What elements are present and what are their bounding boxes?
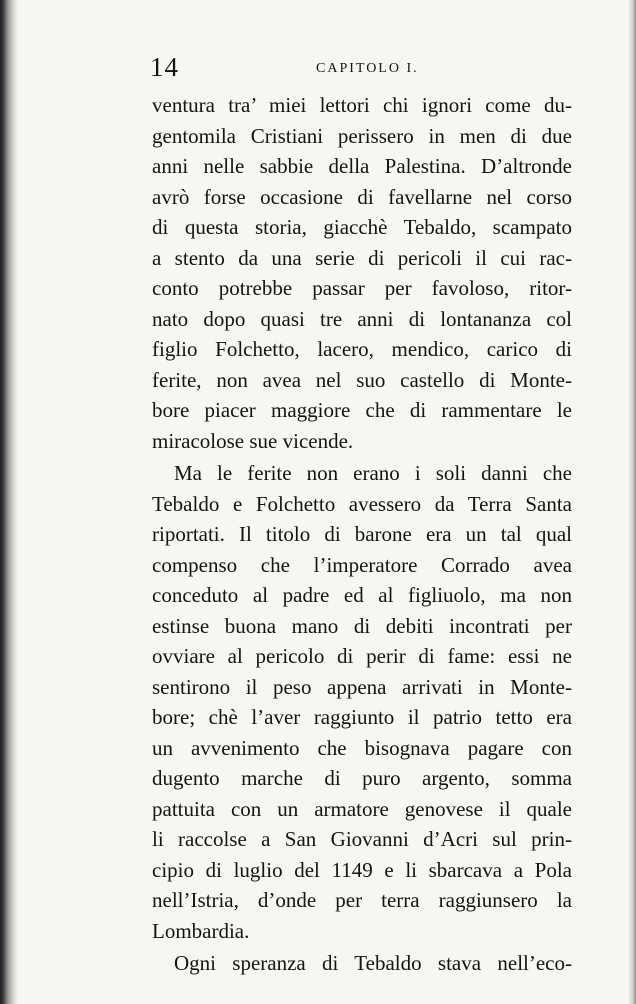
- paragraph-end-line: miracolose sue vicende.: [152, 428, 354, 453]
- text-line: conto potrebbe passar per favoloso, ritor-: [152, 276, 572, 300]
- text-line: cipio di luglio del 1149 e li sbarcava a Pola: [152, 857, 572, 882]
- text-line: avrò forse occasione di favellarne nel corso: [152, 184, 572, 209]
- text-line: dugento marche di puro argento, somma: [152, 766, 572, 790]
- paragraph-start-line: Ogni speranza di Tebaldo stava nell’eco-: [174, 951, 572, 975]
- text-line: nato dopo quasi tre anni di lontananza col: [152, 306, 572, 331]
- text-line: a stento da una serie di pericoli il cui rac-: [152, 245, 572, 270]
- paragraph-start-line: Ma le ferite non erano i soli danni che: [174, 461, 572, 485]
- page-header: [150, 52, 570, 88]
- text-line: un avvenimento che bisognava pagare con: [152, 735, 572, 760]
- paragraph-end-line: Lombardia.: [152, 918, 250, 943]
- text-line: bore; chè l’aver raggiunto il patrio tetto era: [152, 705, 572, 729]
- page-edge-left: [0, 0, 18, 1004]
- text-line: bore piacer maggiore che di rammentare le: [152, 398, 572, 422]
- text-line: di questa storia, giacchè Tebaldo, scampato: [152, 215, 572, 239]
- text-line: ovviare al pericolo di perir di fame: essi ne: [152, 644, 572, 668]
- text-line: compenso che l’imperatore Corrado avea: [152, 552, 572, 577]
- body-text: [152, 90, 572, 979]
- text-line: ventura tra’ miei lettori chi ignori come du-: [152, 93, 572, 117]
- running-head: CAPITOLO I.: [316, 61, 419, 76]
- text-line: Tebaldo e Folchetto avessero da Terra Santa: [152, 491, 572, 516]
- page-number: 14: [150, 52, 179, 82]
- text-line: gentomila Cristiani perissero in men di due: [152, 123, 572, 148]
- text-line: ferite, non avea nel suo castello di Monte-: [152, 367, 572, 392]
- page-edge-right: [628, 0, 636, 1004]
- text-line: anni nelle sabbie della Palestina. D’altronde: [152, 154, 572, 178]
- text-line: figlio Folchetto, lacero, mendico, carico di: [152, 337, 572, 361]
- text-line: sentirono il peso appena arrivati in Monte-: [152, 674, 572, 699]
- text-line: nell’Istria, d’onde per terra raggiunsero la: [152, 888, 572, 912]
- text-line: pattuita con un armatore genovese il quale: [152, 796, 572, 821]
- text-line: conceduto al padre ed al figliuolo, ma non: [152, 583, 572, 607]
- text-line: estinse buona mano di debiti incontrati per: [152, 613, 572, 638]
- text-line: li raccolse a San Giovanni d’Acri sul prin-: [152, 827, 572, 851]
- text-line: riportati. Il titolo di barone era un tal qual: [152, 522, 572, 546]
